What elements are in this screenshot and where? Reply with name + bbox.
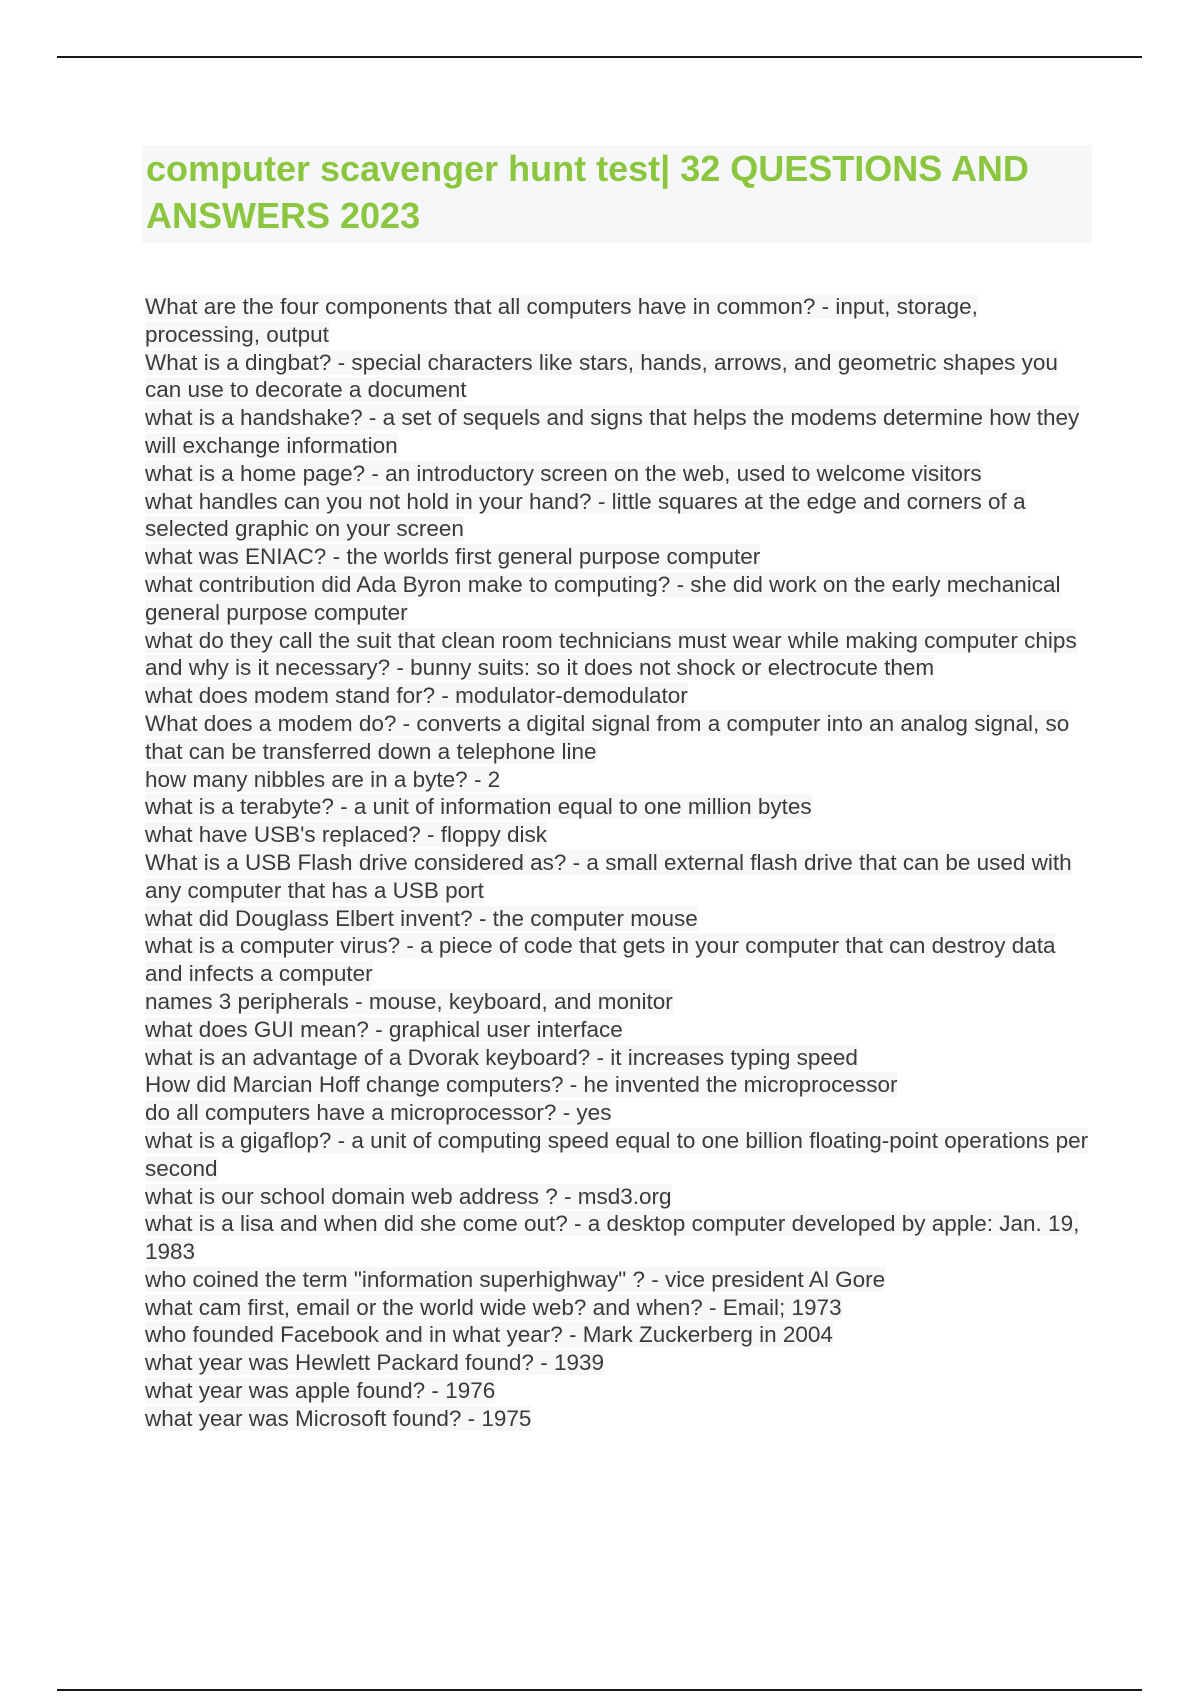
qa-text: what is our school domain web address ? - msd3.org (145, 1183, 672, 1209)
qa-text: how many nibbles are in a byte? - 2 (145, 766, 501, 792)
qa-text: what do they call the suit that clean room technicians must wear while making computer chips and why is it necessary? - bunny suits: so it does not shock or electrocute them (145, 627, 1077, 681)
title-banner (142, 145, 1092, 243)
qa-text: what does GUI mean? - graphical user interface (145, 1016, 623, 1042)
qa-item (145, 821, 1095, 849)
qa-text: what year was Microsoft found? - 1975 (145, 1405, 532, 1431)
bottom-rule (57, 1689, 1142, 1691)
qa-text: what cam first, email or the world wide web? and when? - Email; 1973 (145, 1294, 842, 1320)
qa-text: what does modem stand for? - modulator-demodulator (145, 683, 688, 709)
qa-text: who founded Facebook and in what year? - Mark Zuckerberg in 2004 (145, 1322, 833, 1348)
qa-text: what handles can you not hold in your hand? - little squares at the edge and corners of a selected graphic on your screen (145, 488, 1026, 542)
qa-text: what year was apple found? - 1976 (145, 1378, 496, 1404)
document-title: computer scavenger hunt test| 32 QUESTIONS AND ANSWERS 2023 (146, 148, 1029, 236)
qa-item (145, 488, 1095, 544)
qa-text: what is an advantage of a Dvorak keyboard? - it increases typing speed (145, 1044, 858, 1070)
qa-item (145, 460, 1095, 488)
qa-text: what is a computer virus? - a piece of code that gets in your computer that can destroy data and infects a computer (145, 933, 1056, 987)
top-rule (57, 56, 1142, 58)
qa-item (145, 1099, 1095, 1127)
qa-item (145, 293, 1095, 349)
qa-item (145, 543, 1095, 571)
qa-text: what year was Hewlett Packard found? - 1939 (145, 1350, 604, 1376)
qa-item (145, 1405, 1095, 1433)
qa-item (145, 1266, 1095, 1294)
qa-item (145, 1071, 1095, 1099)
qa-text: what did Douglass Elbert invent? - the computer mouse (145, 905, 698, 931)
qa-item (145, 1349, 1095, 1377)
qa-item (145, 1127, 1095, 1183)
qa-item (145, 849, 1095, 905)
qa-item (145, 627, 1095, 683)
qa-item (145, 1044, 1095, 1072)
qa-item (145, 349, 1095, 405)
qa-text: What is a dingbat? - special characters like stars, hands, arrows, and geometric shapes you can use to decorate a document (145, 349, 1058, 403)
qa-text: what is a terabyte? - a unit of information equal to one million bytes (145, 794, 812, 820)
qa-text: what is a gigaflop? - a unit of computing speed equal to one billion floating-point operations per second (145, 1127, 1089, 1181)
qa-item (145, 1294, 1095, 1322)
qa-text: who coined the term "information superhighway" ? - vice president Al Gore (145, 1266, 886, 1292)
qa-text: What does a modem do? - converts a digital signal from a computer into an analog signal, so that can be transferred down a telephone line (145, 710, 1070, 764)
qa-item (145, 1016, 1095, 1044)
qa-text: what is a handshake? - a set of sequels and signs that helps the modems determine how they will exchange information (145, 405, 1080, 458)
qa-item (145, 932, 1095, 988)
qa-text: How did Marcian Hoff change computers? - he invented the microprocessor (145, 1072, 898, 1098)
qa-text: do all computers have a microprocessor? - yes (145, 1100, 612, 1126)
qa-item (145, 710, 1095, 766)
qa-item (145, 766, 1095, 794)
qa-item (145, 905, 1095, 933)
qa-text: what is a lisa and when did she come out? - a desktop computer developed by apple: Jan. 19, 1983 (145, 1211, 1080, 1265)
qa-item (145, 571, 1095, 627)
qa-text: what is a home page? - an introductory screen on the web, used to welcome visitors (145, 460, 982, 486)
qa-item (145, 682, 1095, 710)
qa-item (145, 1183, 1095, 1211)
qa-text: what contribution did Ada Byron make to computing? - she did work on the early mechanical general purpose computer (145, 571, 1061, 625)
qa-text: what was ENIAC? - the worlds first general purpose computer (145, 544, 761, 570)
qa-list (145, 293, 1095, 1433)
qa-item (145, 793, 1095, 821)
qa-item (145, 1377, 1095, 1405)
qa-item (145, 1210, 1095, 1266)
qa-text: What is a USB Flash drive considered as? - a small external flash drive that can be used with any computer that has a USB port (145, 849, 1072, 903)
qa-item (145, 404, 1095, 460)
qa-text: what have USB's replaced? - floppy disk (145, 822, 548, 848)
qa-text: What are the four components that all computers have in common? - input, storage, processing, output (145, 294, 978, 347)
qa-text: names 3 peripherals - mouse, keyboard, and monitor (145, 988, 673, 1014)
qa-item (145, 988, 1095, 1016)
qa-item (145, 1321, 1095, 1349)
